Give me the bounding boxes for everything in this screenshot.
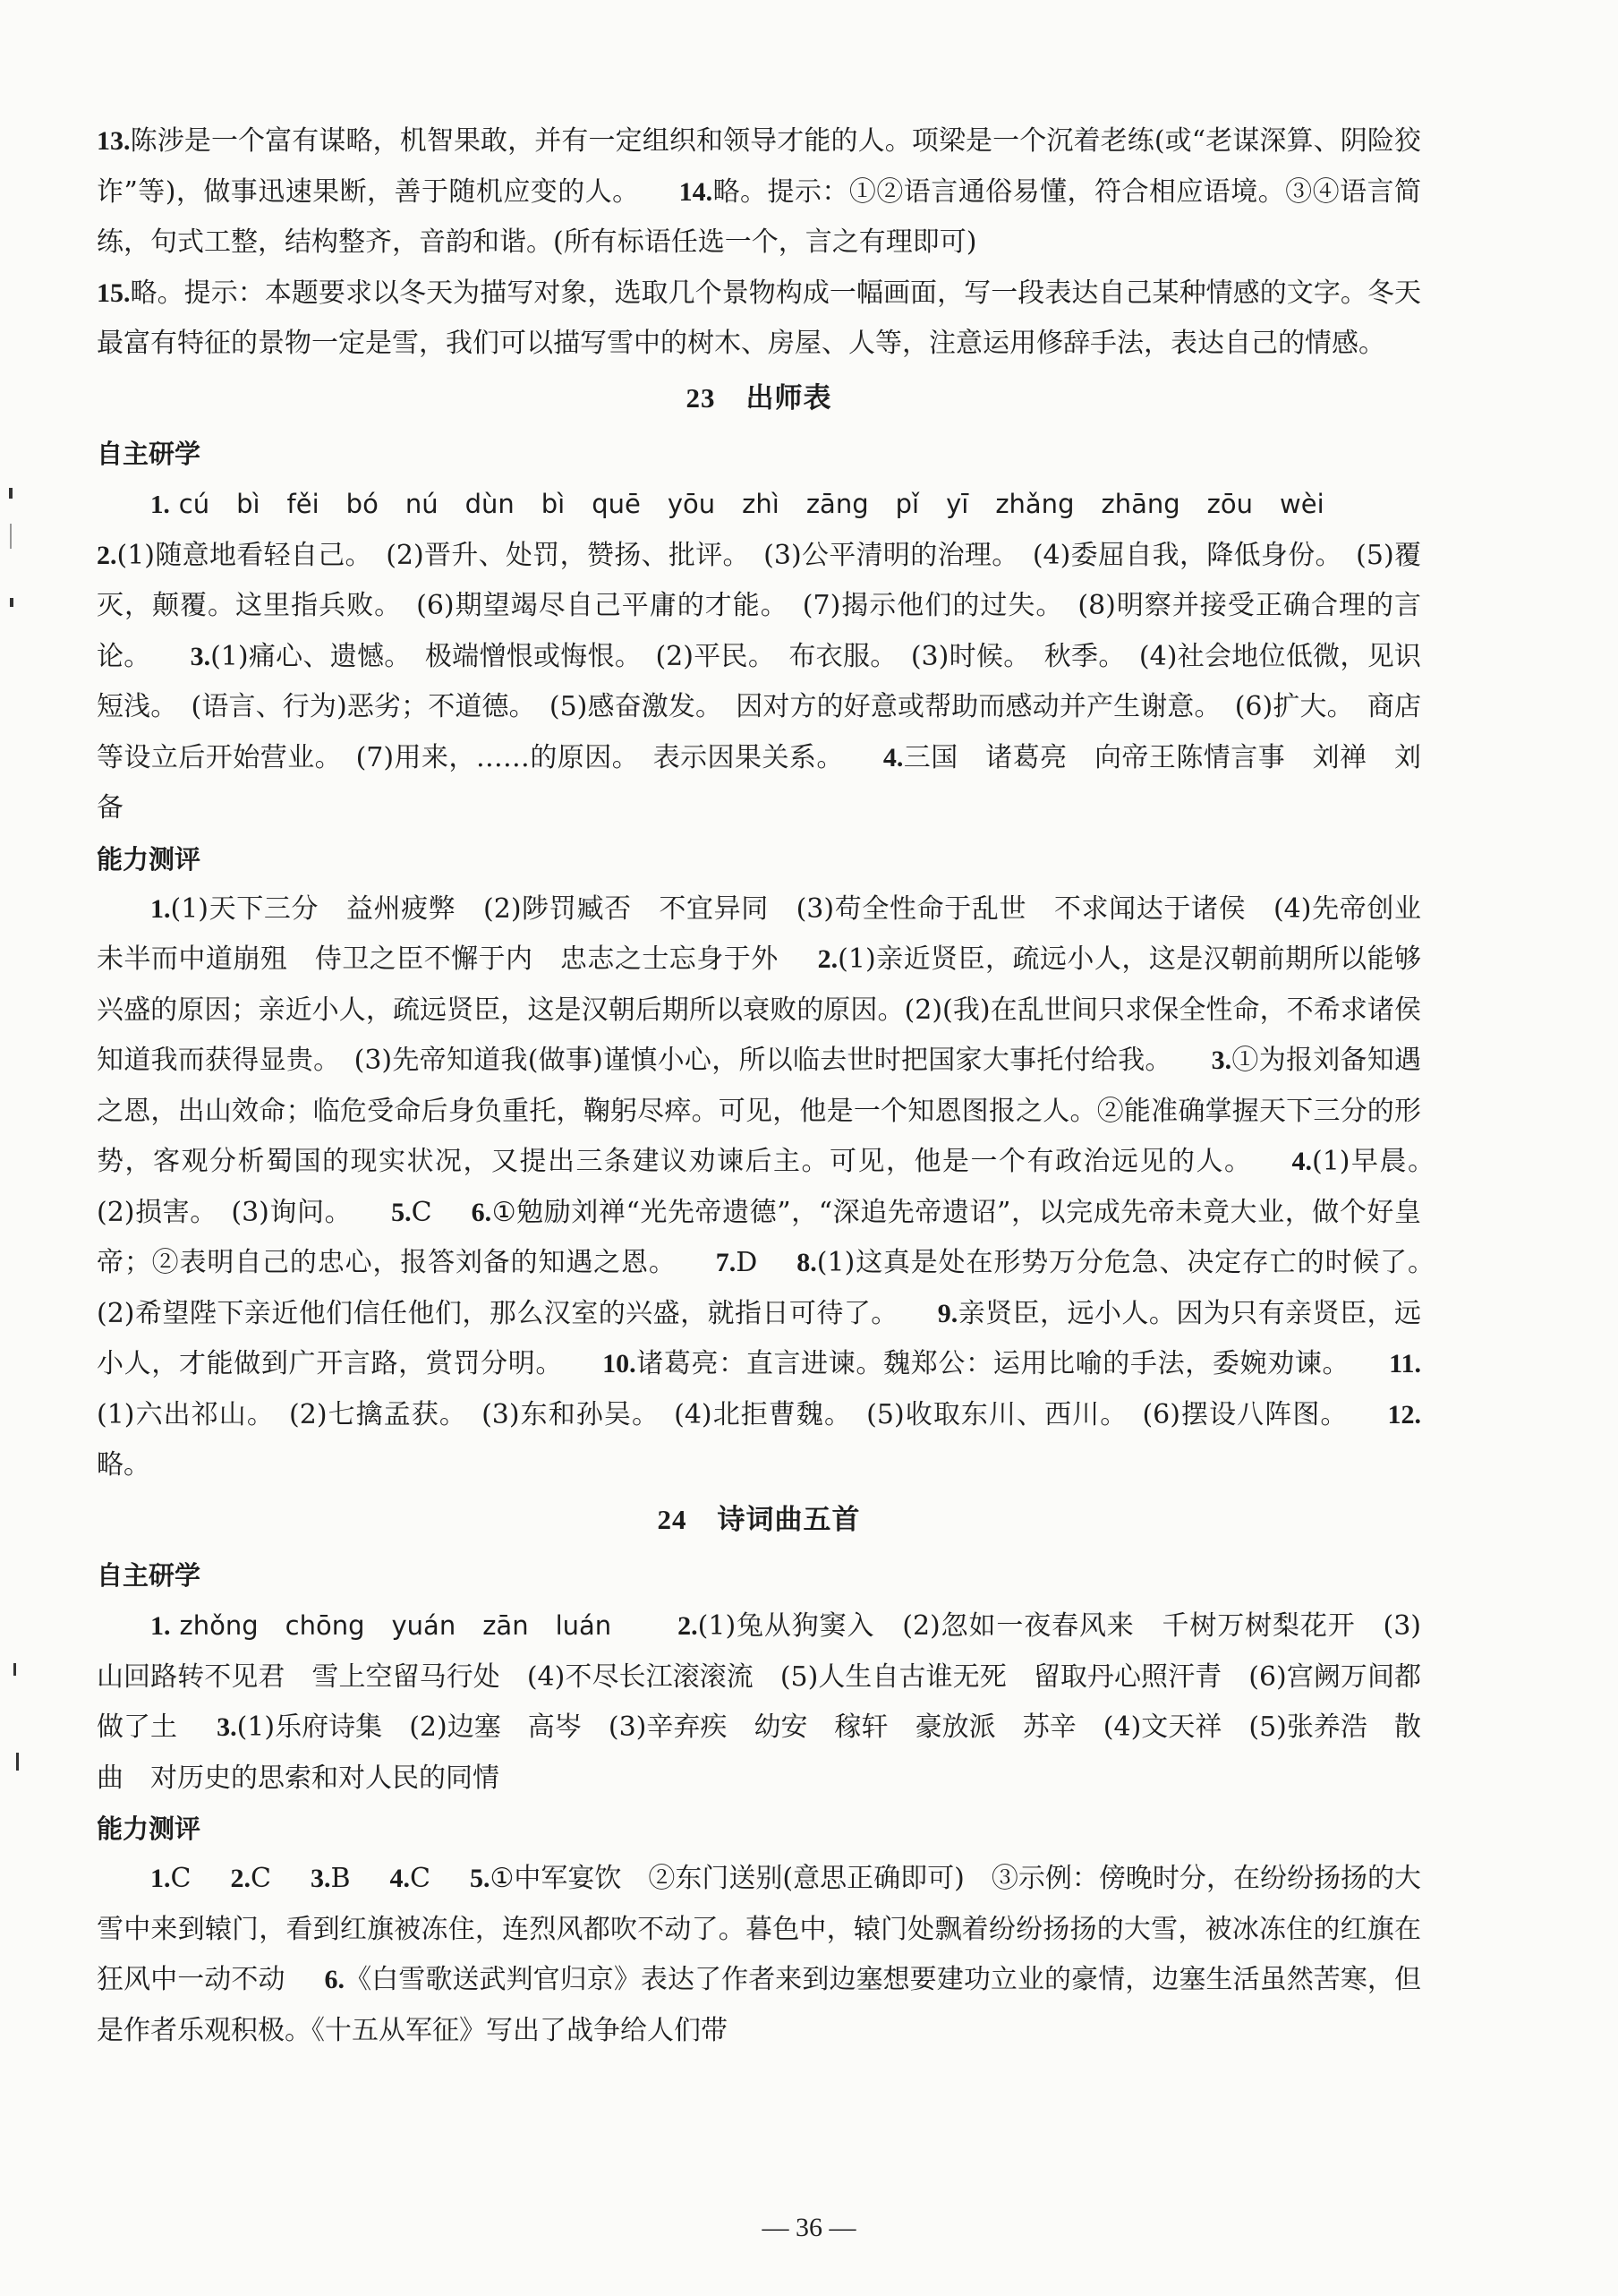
answer-number: 4. (389, 1864, 410, 1893)
answer-number: 4. (882, 742, 904, 772)
answer-number: 11. (1389, 1349, 1422, 1378)
answer-number: 3. (190, 641, 211, 671)
answer-number: 1. (150, 1864, 171, 1893)
pinyin-item: pǐ (895, 489, 920, 519)
ability-answers (97, 884, 1448, 1491)
answer-number: 3. (1211, 1046, 1232, 1075)
answer-text: ①为报刘备知遇之恩，出山效命；临危受命后身负重托，鞠躬尽瘁。可见，他是一个知恩图报之人。②能准确掌握天下三分的形势，客观分析蜀国的现实状况，又提出三条建议劝谏后主。可见，他是一个有政治远见的人。 (97, 1045, 1422, 1177)
answer-text: (1)亲近贤臣，疏远小人，这是汉朝前期所以能够兴盛的原因；亲近小人，疏远贤臣，这是汉朝后期所以衰败的原因。(2)(我)在乱世间只求保全性命，不希求诸侯知道我而获得显贵。 (3)先帝知道我(做事)谨慎小心，所以临去世时把国家大事托付给我。 (97, 943, 1421, 1076)
answer-text: C (411, 1196, 432, 1228)
previous-answer-15 (97, 269, 1421, 370)
answer-text: ①勉励刘禅“光先帝遗德”，“深追先帝遗诏”，以完成先帝未竟大业，做个好皇帝；②表明自己的忠心，报答刘备的知遇之恩。 (97, 1196, 1421, 1278)
answer-number: 6. (324, 1965, 345, 1994)
lesson-name: 出师表 (745, 381, 832, 414)
pinyin-item: bó (345, 489, 379, 519)
pinyin-item: chōng (285, 1610, 365, 1641)
pinyin-item: bì (541, 489, 566, 519)
answer-text: 诸葛亮：直言进谏。魏郑公：运用比喻的手法，委婉劝谏。 (635, 1348, 1350, 1379)
ability-answers (97, 1854, 1421, 2056)
answer-number: 15. (97, 277, 131, 308)
pinyin-item: zhì (742, 489, 779, 519)
pinyin-item: quē (592, 489, 641, 519)
answer-text: 《白雪歌送武判官归京》表达了作者来到边塞想要建功立业的豪情，边塞生活虽然苦寒，但是作者乐观积极。《十五从军征》写出了战争给人们带 (97, 1964, 1422, 2046)
pinyin-item: yī (946, 489, 969, 519)
answer-text: (1)兔从狗窦入 (2)忽如一夜春风来 千树万树梨花开 (3)山回路转不见君 雪上空留马行处 (4)不尽长江滚滚流 (5)人生自古谁无死 留取丹心照汗青 (6)宫阙万间都做了土 (97, 1610, 1421, 1743)
answer-text: (1)随意地看轻自己。 (2)晋升、处罚，赞扬、批评。 (3)公平清明的治理。 (4)委屈自我，降低身份。 (5)覆灭，颠覆。这里指兵败。 (6)期望竭尽自己平庸的才能。 (7)揭示他们的过失。 (8)明察并接受正确合理的言论。 (97, 539, 1421, 672)
answer-text: (1)早晨。 (2)损害。 (3)询问。 (97, 1146, 1448, 1228)
answers-2-4 (97, 531, 1421, 834)
answer-text: (1)天下三分 益州疲弊 (2)陟罚臧否 不宜异同 (3)苟全性命于乱世 不求闻达于诸侯 (4)先帝创业未半而中道崩殂 侍卫之臣不懈于内 忠志之士忘身于外 (97, 892, 1421, 975)
answer-number: 14. (678, 176, 713, 207)
pinyin-item: cú (178, 489, 210, 519)
self-study-answers (97, 1600, 1421, 1804)
answer-text: C (170, 1863, 192, 1894)
answer-number: 1. (150, 491, 170, 519)
answer-text: (1)乐府诗集 (2)边塞 高岑 (3)辛弃疾 幼安 稼轩 豪放派 苏辛 (4)文天祥 (5)张养浩 散曲 对历史的思索和对人民的同情 (97, 1711, 1421, 1794)
answer-number: 2. (817, 944, 839, 974)
previous-answers-13-14 (97, 116, 1421, 269)
answer-number: 2. (230, 1864, 251, 1893)
section-heading: 能力测评 (97, 843, 201, 875)
answer-text: C (250, 1863, 271, 1894)
lesson-name: 诗词曲五首 (717, 1503, 861, 1536)
answer-number: 8. (796, 1248, 817, 1277)
pinyin-item: zhǎng (995, 489, 1075, 519)
pinyin-item: bì (236, 489, 260, 519)
answer-number: 12. (1387, 1399, 1421, 1430)
lesson-number: 23 (686, 381, 716, 414)
pinyin-item: luán (555, 1610, 612, 1641)
answer-number: 3. (217, 1712, 237, 1742)
answer-text: 略。 (97, 1449, 150, 1481)
answer-number: 2. (677, 1611, 698, 1641)
answer-number: 1. (150, 893, 171, 924)
pinyin-item: nú (404, 489, 439, 519)
section-heading: 自主研学 (97, 1560, 201, 1591)
section-heading: 能力测评 (97, 1814, 201, 1844)
pinyin-item: zhāng (1101, 489, 1180, 519)
lesson-title (97, 1495, 1421, 1546)
answer-text: 略。提示：①②语言通俗易懂，符合相应语境。③④语言简练，句式工整，结构整齐，音韵和谐。(所有标语任选一个，言之有理即可) (97, 175, 1422, 258)
answer-text: D (736, 1247, 758, 1278)
answer-number: 2. (97, 540, 117, 570)
answer-body (97, 116, 1448, 2056)
pinyin-item: zāng (805, 489, 869, 519)
scan-mark (10, 598, 13, 607)
answer-text: 陈涉是一个富有谋略，机智果敢，并有一定组织和领导才能的人。项梁是一个沉着老练(或“老谋深算、阴险狡诈”等)，做事迅速果断，善于随机应变的人。 (97, 125, 1421, 208)
scan-mark (10, 524, 12, 549)
pinyin-answer (97, 479, 1421, 531)
answer-text: (1)这真是处在形势万分危急、决定存亡的时候了。 (2)希望陛下亲近他们信任他们，那么汉室的兴盛，就指日可待了。 (97, 1247, 1448, 1329)
answer-number: 5. (391, 1197, 412, 1227)
pinyin-item: fěi (286, 489, 319, 519)
pinyin-item: zōu (1206, 489, 1254, 519)
answer-number: 3. (310, 1864, 331, 1893)
page-number: — 36 — (762, 2213, 856, 2242)
pinyin-item: zhǒng (179, 1610, 259, 1641)
answer-text: 亲贤臣，远小人。因为只有亲贤臣，远小人，才能做到广开言路，赏罚分明。 (97, 1297, 1421, 1379)
pinyin-item: yuán (391, 1610, 456, 1641)
answer-text: (1)六出祁山。 (2)七擒孟获。 (3)东和孙吴。 (4)北拒曹魏。 (5)收取东川、西川。 (6)摆设八阵图。 (97, 1398, 1349, 1430)
answer-text: B (330, 1863, 351, 1894)
answer-text: ①中军宴饮 ②东门送别(意思正确即可) ③示例：傍晚时分，在纷纷扬扬的大雪中来到辕门，看到红旗被冻住，连烈风都吹不动了。暮色中，辕门处飘着纷纷扬扬的大雪，被冰冻住的红旗在狂风中一动不动 (97, 1863, 1421, 1995)
lesson-title (97, 373, 1421, 424)
pinyin-item: dùn (464, 489, 515, 519)
scan-mark (13, 1663, 16, 1676)
section-heading: 自主研学 (97, 439, 201, 469)
answer-number: 4. (1291, 1147, 1312, 1176)
lesson-number: 24 (657, 1503, 687, 1535)
pinyin-item: zān (482, 1610, 529, 1641)
scan-mark (9, 488, 13, 499)
answer-text: (1)痛心、遗憾。 极端憎恨或悔恨。 (2)平民。 布衣服。 (3)时候。 秋季。 (4)社会地位低微，见识短浅。 (语言、行为)恶劣；不道德。 (5)感奋激发。 因对方的好意或帮助而感动并产生谢意。 (6)扩大。 商店等设立后开始营业。 (7)用来，……的原因。 表示因果关系。 (97, 640, 1421, 773)
answer-number: 13. (97, 126, 131, 156)
answer-number: 5. (469, 1864, 490, 1893)
answer-number: 7. (715, 1248, 737, 1277)
answer-text: 三国 诸葛亮 向帝王陈情言事 刘禅 刘备 (97, 741, 1422, 824)
scan-mark (16, 1753, 19, 1771)
answer-number: 10. (602, 1349, 636, 1378)
answer-text: 略。提示：本题要求以冬天为描写对象，选取几个景物构成一幅画面，写一段表达自己某种情感的文字。冬天最富有特征的景物一定是雪，我们可以描写雪中的树木、房屋、人等，注意运用修辞手法，表达自己的情感。 (97, 277, 1421, 359)
pinyin-item: wèi (1280, 489, 1324, 519)
answer-number: 9. (937, 1298, 958, 1328)
answer-number: 6. (471, 1197, 492, 1227)
answer-text: C (409, 1863, 430, 1894)
pinyin-item: yōu (667, 489, 716, 519)
answer-number: 1. (150, 1611, 171, 1641)
